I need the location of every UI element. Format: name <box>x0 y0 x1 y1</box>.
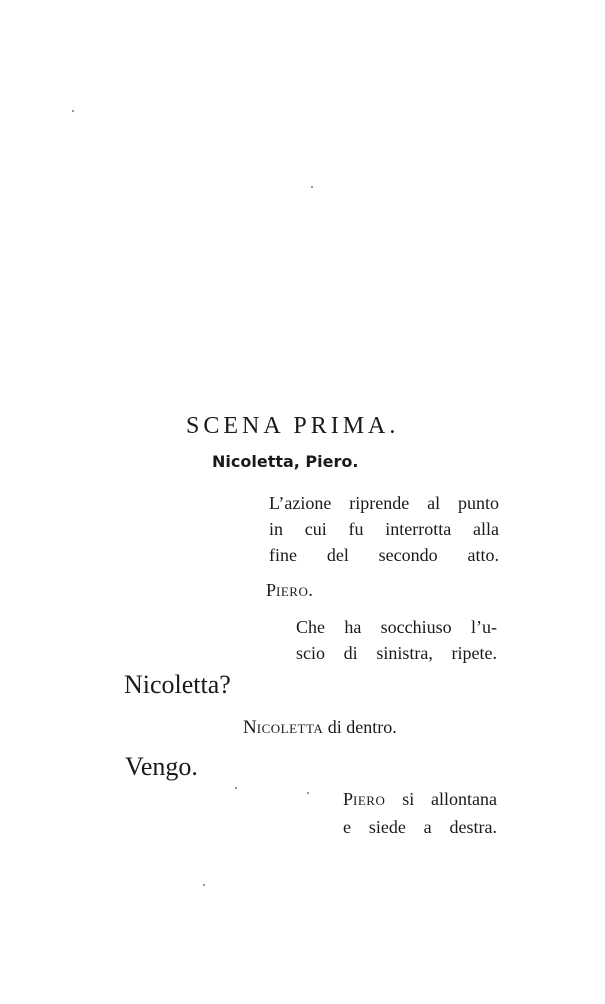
dialogue-line-vengo: Vengo. <box>125 752 198 781</box>
stage-direction-opening <box>269 490 499 568</box>
stage-direction-closing <box>343 786 497 840</box>
speaker-name-piero <box>266 580 313 601</box>
paper-speck <box>72 110 74 112</box>
stage-direction-line: fine del secondo atto. <box>269 545 499 565</box>
speaker-period: . <box>308 580 313 600</box>
speaker-name-nicoletta <box>243 717 397 739</box>
speaker-rest: IERO <box>276 584 309 599</box>
stage-direction-piero <box>296 614 497 666</box>
scene-characters: Nicoletta, Piero. <box>212 452 359 471</box>
paper-speck <box>311 186 313 188</box>
stage-direction-line: e siede a destra. <box>343 817 497 837</box>
speaker-initial: P <box>266 580 277 600</box>
stage-direction-text: si allontana <box>402 789 497 809</box>
paper-speck <box>203 884 205 886</box>
speaker-rest: IERO <box>353 793 386 808</box>
stage-direction-inline: di dentro. <box>327 717 397 737</box>
paper-speck <box>235 787 237 789</box>
speaker-rest: ICOLETTA <box>256 721 324 736</box>
speaker-initial: N <box>243 717 257 738</box>
stage-direction-line: scio di sinistra, ripete. <box>296 643 497 663</box>
stage-direction-line <box>343 786 497 814</box>
scene-title: SCENA PRIMA. <box>186 413 400 439</box>
dialogue-line-nicoletta: Nicoletta? <box>124 670 231 699</box>
speaker-initial: P <box>343 789 354 809</box>
stage-direction-line: in cui fu interrotta alla <box>269 519 499 539</box>
paper-speck <box>307 792 309 794</box>
stage-direction-line: Che ha socchiuso l’u- <box>296 617 497 637</box>
stage-direction-line: L’azione riprende al punto <box>269 493 499 513</box>
